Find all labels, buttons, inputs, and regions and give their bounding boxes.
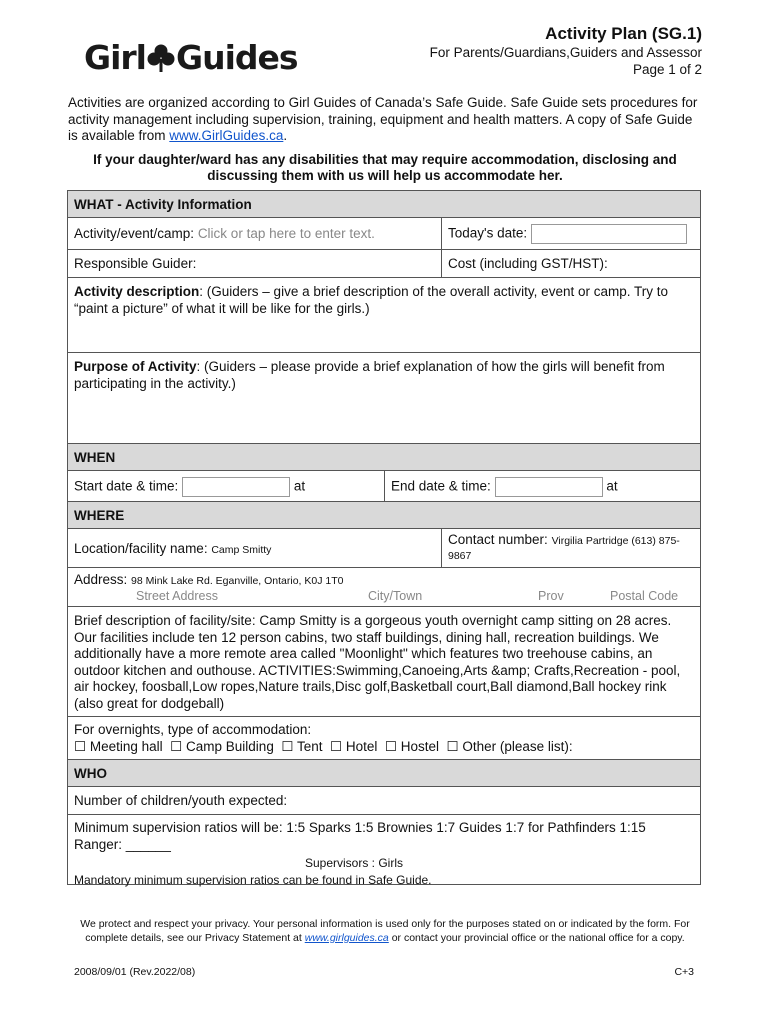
section-when-heading: WHEN bbox=[68, 444, 700, 471]
supervisors-girls-label: Supervisors : Girls bbox=[304, 856, 404, 870]
guider-row bbox=[68, 250, 700, 278]
checkbox-other[interactable]: ☐ Other (please list): bbox=[446, 738, 573, 754]
contact-field[interactable]: Contact number: Virgilia Partridge (613) 875-9867 bbox=[441, 529, 700, 567]
activity-field[interactable]: Activity/event/camp: Click or tap here to enter text. bbox=[74, 226, 375, 241]
end-date-cell: End date & time: at bbox=[384, 471, 700, 501]
intro-paragraph: Activities are organized according to Girl Guides of Canada’s Safe Guide. Safe Guide sets procedures for activity management including supervision, training, equipment and health matters. A copy of Safe Guide is available from www.GirlGuides.ca. bbox=[68, 95, 698, 143]
end-date-input[interactable] bbox=[495, 477, 603, 497]
purpose-field[interactable]: Purpose of Activity: (Guiders – please provide a brief explanation of how the girls will benefit from participating in the activity.) bbox=[68, 353, 700, 444]
checkbox-camp-building[interactable]: ☐ Camp Building bbox=[170, 738, 274, 754]
form-code: C+3 bbox=[674, 966, 694, 978]
privacy-link[interactable]: www.girlguides.ca bbox=[304, 931, 389, 944]
cost-field[interactable]: Cost (including GST/HST): bbox=[441, 250, 700, 277]
page-subtitle: For Parents/Guardians,Guiders and Assessor bbox=[429, 45, 702, 60]
city-hint: City/Town bbox=[368, 589, 423, 603]
trefoil-logo-icon bbox=[147, 43, 175, 73]
revision-date: 2008/09/01 (Rev.2022/08) bbox=[74, 966, 196, 978]
checkbox-tent[interactable]: ☐ Tent bbox=[281, 738, 323, 754]
accommodation-field: For overnights, type of accommodation: ☐ Meeting hall ☐ Camp Building ☐ Tent ☐ Hotel ☐ Hostel ☐ Other (please list): bbox=[68, 717, 700, 760]
activity-placeholder[interactable]: Click or tap here to enter text. bbox=[197, 226, 375, 241]
todays-date-input[interactable] bbox=[531, 224, 687, 244]
checkbox-hostel[interactable]: ☐ Hostel bbox=[384, 738, 440, 754]
start-date-input[interactable] bbox=[182, 477, 290, 497]
accommodation-options bbox=[74, 739, 694, 756]
section-who-heading: WHO bbox=[68, 760, 700, 787]
safe-guide-link[interactable]: www.GirlGuides.ca bbox=[169, 128, 284, 143]
postal-hint: Postal Code bbox=[610, 589, 679, 603]
start-date-cell: Start date & time: at bbox=[68, 471, 384, 501]
page-title: Activity Plan (SG.1) bbox=[545, 24, 702, 43]
section-what-heading: WHAT - Activity Information bbox=[68, 191, 700, 218]
section-where-heading: WHERE bbox=[68, 502, 700, 529]
supervision-ratios: Minimum supervision ratios will be: 1:5 Sparks 1:5 Brownies 1:7 Guides 1:7 for Pathfinders 1:15 Ranger: ______ Supervisors : Girls Mandatory minimum supervision ratios can be found in Safe Guide. bbox=[68, 815, 700, 884]
facility-description[interactable]: Brief description of facility/site: Camp Smitty is a gorgeous youth overnight camp sitting on 28 acres. Our facilities include ten 12 person cabins, two staff buildings, dining hall, recreation buildings. We additionally have a more remote area called "Moonlight" which features two treehouse cabins, an outdoor kitchen and outhouse. ACTIVITIES:Swimming,Canoeing,Arts &amp; Crafts,Recreation - pool, air hockey, foosball,Low ropes,Nature trails,Disc golf,Basketball court,Ball diamond,Ball hockey rink (also great for dodgeball) bbox=[68, 607, 700, 717]
street-hint: Street Address bbox=[136, 589, 218, 603]
checkbox-meeting-hall[interactable]: ☐ Meeting hall bbox=[74, 738, 163, 754]
todays-date-cell: Today's date: bbox=[441, 218, 700, 249]
activity-row bbox=[68, 218, 700, 250]
disability-notice: If your daughter/ward has any disabilities that may require accommodation, disclosing and discussing them with us will help us accommodate her. bbox=[93, 152, 677, 183]
activity-description-field[interactable]: Activity description: (Guiders – give a brief description of the overall activity, event or camp. Try to “paint a picture” of what it will be like for the girls.) bbox=[68, 278, 700, 353]
page-number: Page 1 of 2 bbox=[632, 62, 702, 77]
children-count-field[interactable]: Number of children/youth expected: bbox=[68, 787, 700, 815]
prov-hint: Prov bbox=[538, 589, 564, 603]
location-field[interactable]: Location/facility name: Camp Smitty bbox=[74, 541, 272, 556]
checkbox-hotel[interactable]: ☐ Hotel bbox=[330, 738, 378, 754]
mandatory-ratio-note: Mandatory minimum supervision ratios can be found in Safe Guide. bbox=[74, 872, 432, 887]
activity-form bbox=[67, 190, 701, 885]
address-field[interactable]: Address: 98 Mink Lake Rd. Eganville, Ontario, K0J 1T0 Street Address City/Town Prov Postal Code bbox=[68, 568, 700, 607]
girl-guides-logo: Girl Guides bbox=[84, 38, 298, 77]
privacy-statement: We protect and respect your privacy. Your personal information is used only for the purposes stated on or indicated by the form. For complete details, see our Privacy Statement at www.girlguides.ca or contact your provincial office or the national office for a copy. bbox=[80, 918, 690, 944]
location-row bbox=[68, 529, 700, 568]
responsible-guider-field[interactable]: Responsible Guider: bbox=[74, 256, 197, 271]
dates-row bbox=[68, 471, 700, 502]
